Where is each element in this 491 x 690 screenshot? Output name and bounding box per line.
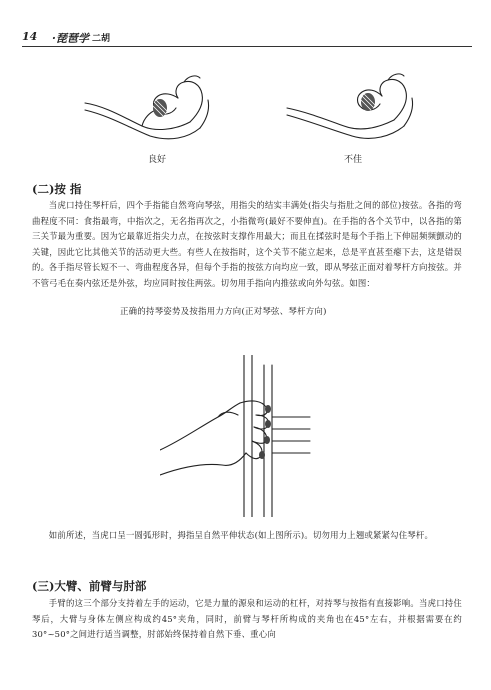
posture-illustration	[160, 355, 360, 517]
hand-bad-illustration	[282, 68, 422, 146]
posture-figure-title: 正确的持琴姿势及按指用力方向(正对琴弦、琴杆方向)	[120, 306, 327, 316]
paragraph: 各手指尽管长短不一、弯曲程度各异，但每个手指的按弦方向均应一致，即从琴弦正面对着琴杆方向按弦。并不管弓毛在奏内弦还是外弦，均应同时按住两弦。切勿用手指向内推弦或向外勾弦。如图：	[32, 262, 462, 288]
paragraph: 如前所述，当虎口呈一圆弧形时，拇指呈自然平伸状态(如上图所示)。切勿用力上翘或紧紧勾住琴杆。	[48, 530, 434, 540]
hand-good-illustration	[80, 68, 220, 146]
paragraph: 当虎口持住琴杆后，四个手指能自然弯向琴弦，用指尖的结实丰满处(指尖与指肚之间的部位)按弦。各指的弯曲程度不同：食指最弯，中指次之，无名指再次之，小指微弯(最好不要伸直)。在手指的各个关节中，以各指的第三关节最为重要。因为它最靠近指尖力点，在按弦时支撑作用最大；而且在揉弦时是每个手指上下伸屈频频颤动的关键，因此它比其他关节的活动更大些。有些人在按指时，这个关节不能立起来，总是平直甚至瘪下去，这是错误的。	[32, 200, 462, 273]
section-heading-arm-elbow: (三)大臂、前臂与肘部	[32, 579, 147, 593]
good-caption: 良好	[148, 155, 167, 165]
page-header	[22, 30, 472, 47]
paragraph: 手臂的这三个部分支持着左手的运动，它是力量的源泉和运动的杠杆，对持琴与按指有直接影响。当虎口持住琴后，大臂与身体左侧应构成约45°夹角，同时，前臂与琴杆所构成的夹角也在45°左右，并根据需要在约30°~50°之间进行适当调整，肘部始终保持着自然下垂、重心向	[32, 598, 462, 640]
edition-label: 二胡	[92, 34, 111, 44]
section-heading-press-finger: (二)按 指	[32, 182, 82, 196]
bad-caption: 不佳	[344, 155, 363, 165]
book-title: ·琵琶学	[52, 32, 89, 45]
page-number: 14	[22, 30, 38, 43]
